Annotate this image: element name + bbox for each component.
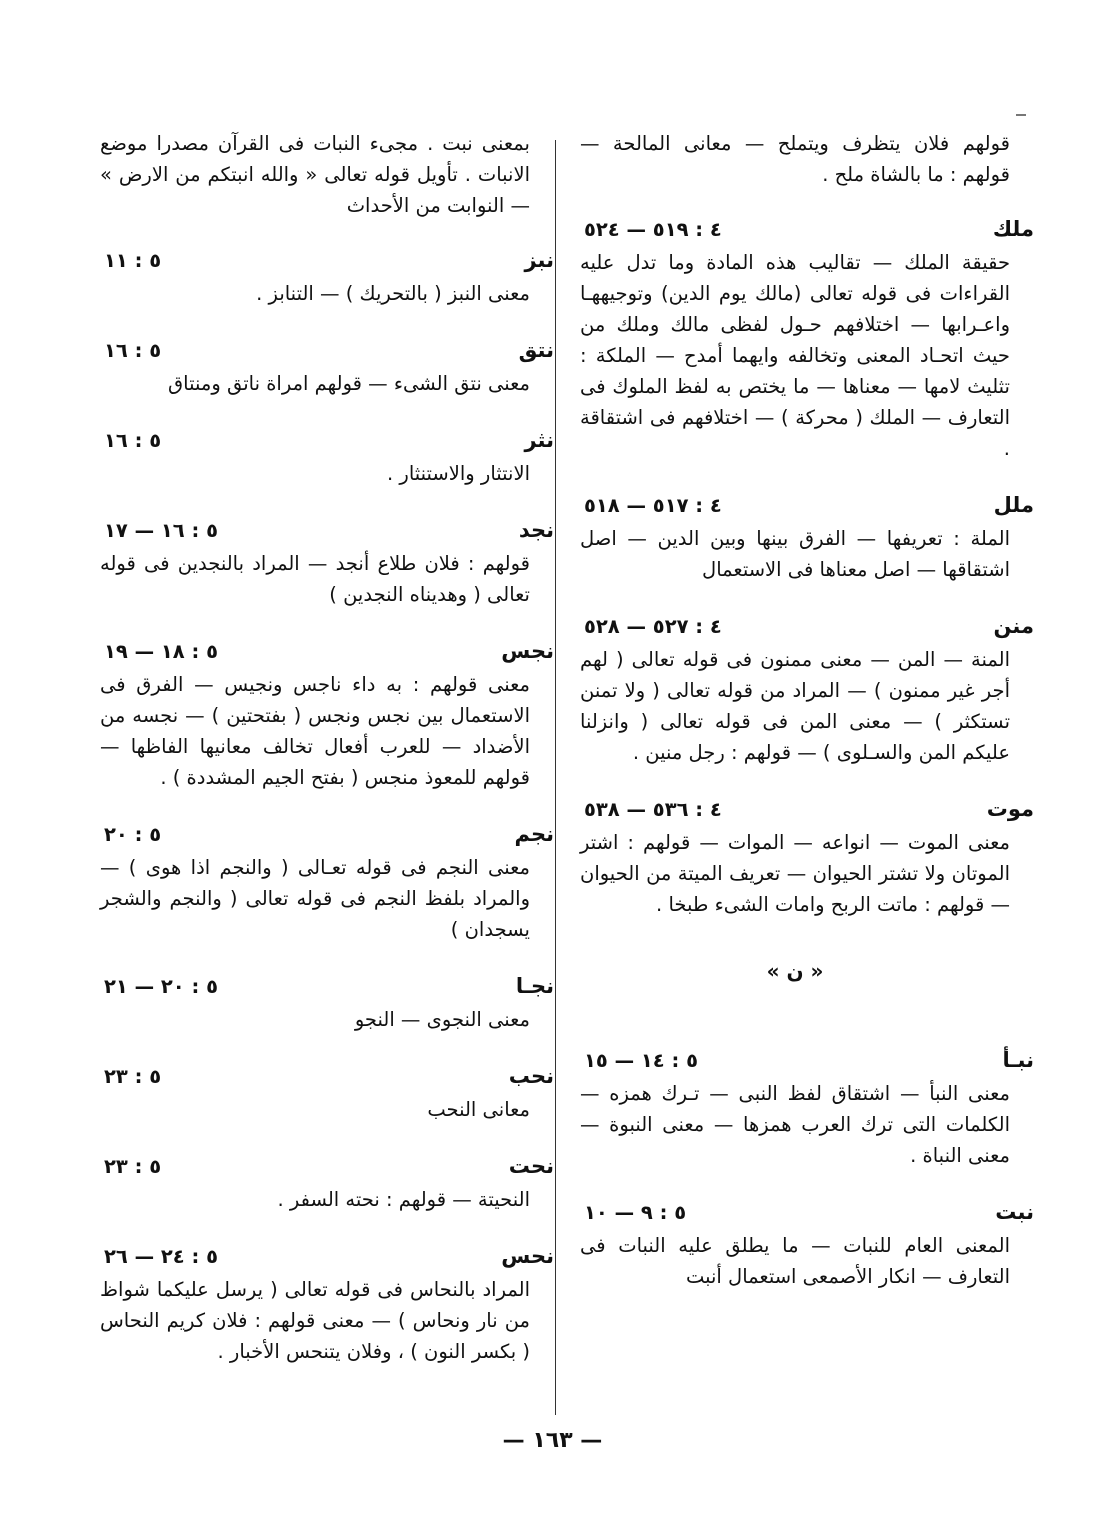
index-entry [100,971,554,1035]
entry-description: قولهم : فلان طلاع أنجد — المراد بالنجدين فى قوله تعالى ( وهديناه النجدين ) [100,552,530,606]
entry-root-word: نجد [518,518,554,542]
entry-description: المراد بالنحاس فى قوله تعالى ( يرسل عليكما شواظ من نار ونحاس ) — معنى قولهم : فلان كريم النحاس ( بكسر النون ) ، وفلان يتنحس الأخبار . [100,1278,530,1363]
entry-root-word: نبز [524,248,554,272]
index-entry [580,1045,1034,1171]
index-entry [100,636,554,793]
index-entry [100,515,554,610]
entry-root-word: نتق [518,338,554,362]
entry-page-reference: ٥ : ١٦ [104,339,162,362]
entry-description: معنى الموت — انواعه — الموات — قولهم : اشتر الموتان ولا تشتر الحيوان — تعريف الميتة من الحيوان — قولهم : ماتت الربح وامات الشىء طبخا . [580,831,1010,916]
entry-root-word: نجس [501,639,554,663]
entry-page-reference: ٥ : ١٦ — ١٧ [104,519,218,542]
index-entry [100,819,554,945]
entry-list [100,245,554,1367]
entry-header [580,490,1034,521]
entry-root-word: نجـا [515,974,554,998]
entry-header [580,214,1034,245]
entry-root-word: منن [993,614,1034,638]
index-entry [580,490,1034,585]
entry-page-reference: ٤ : ٥٣٦ — ٥٣٨ [584,798,722,821]
entry-description: النحيتة — قولهم : نحته السفر . [277,1188,530,1211]
entry-description: الملة : تعريفها — الفرق بينها وبين الدين — اصل اشتقاقها — اصل معناها فى الاستعمال [580,527,1010,581]
entry-root-word: نبت [995,1200,1034,1224]
index-entry [580,611,1034,768]
continuation-text: قولهم فلان يتظرف ويتملح — معانى المالحة — قولهم : ما بالشاة ملح . [580,132,1010,186]
entry-page-reference: ٥ : ١٦ [104,429,162,452]
index-entry [580,1197,1034,1292]
column-divider [555,140,556,1415]
entry-header [100,1061,554,1092]
entry-root-word: نحت [508,1154,554,1178]
scan-mark [1016,114,1026,116]
index-entry [100,245,554,309]
index-entry [100,1061,554,1125]
entry-page-reference: ٥ : ١١ [104,249,162,272]
entry-page-reference: ٤ : ٥٢٧ — ٥٢٨ [584,615,722,638]
entry-description: معنى النبأ — اشتقاق لفظ النبى — تـرك همزه — الكلمات التى ترك العرب همزها — معنى النبوة — معنى النباة . [580,1082,1010,1167]
entry-page-reference: ٥ : ١٨ — ١٩ [104,640,218,663]
entry-root-word: نبـأ [1002,1048,1034,1072]
entry-description: معنى النبز ( بالتحريك ) — التنابز . [256,282,530,305]
entry-page-reference: ٥ : ٢٣ [104,1155,162,1178]
entry-header [580,1197,1034,1228]
entry-page-reference: ٥ : ٩ — ١٠ [584,1201,687,1224]
index-entry [100,1241,554,1367]
entry-page-reference: ٥ : ٢٣ [104,1065,162,1088]
entry-header [100,819,554,850]
entry-header [580,611,1034,642]
index-entry [100,335,554,399]
entry-header [100,1151,554,1182]
index-entry [100,1151,554,1215]
entry-description: حقيقة الملك — تقاليب هذه المادة وما تدل عليه القراءات فى قوله تعالى (مالك يوم الدين) وتوجيههـا واعـرابها — اختلافهم حـول لفظى مالك وملك من حيث اتحـاد المعنى وتخالفه وايهما أمدح — الملكة : تثليث لامها — معناها — ما يختص به لفظ الملوك فى التعارف — الملك ( محركة ) — اختلافهم فى اشتقاقة . [580,251,1010,460]
entry-header [580,794,1034,825]
entry-root-word: نحب [508,1064,554,1088]
index-entry [100,425,554,489]
entry-header [580,1045,1034,1076]
entry-description: معانى النحب [427,1098,530,1121]
entry-header [100,636,554,667]
entry-list [580,1045,1034,1292]
entry-description: المنة — المن — معنى ممنون فى قوله تعالى ( لهم أجر غير ممنون ) — المراد من قوله تعالى ( ولا تمنن تستكثر ) — معنى المن فى قوله تعالى ( وانزلنا عليكم المن والسـلوى ) — قولهم : رجل منين . [580,648,1010,764]
entry-page-reference: ٥ : ٢٠ — ٢١ [104,975,218,998]
entry-description: معنى النجم فى قوله تعـالى ( والنجم اذا هوى ) — والمراد بلفظ النجم فى قوله تعالى ( والنجم والشجر يسجدان ) [100,856,530,941]
page-number: — ١٦٣ — [502,1428,603,1453]
left-column [100,128,554,1393]
entry-page-reference: ٤ : ٥١٩ — ٥٢٤ [584,218,722,241]
entry-page-reference: ٤ : ٥١٧ — ٥١٨ [584,494,722,517]
entry-page-reference: ٥ : ٢٠ [104,823,162,846]
entry-header [100,425,554,456]
entry-root-word: ملل [993,493,1034,517]
entry-description: الانتثار والاستنثار . [387,462,530,485]
right-column [580,128,1034,1318]
entry-header [100,515,554,546]
continuation-text: بمعنى نبت . مجىء النبات فى القرآن مصدرا موضع الانبات . تأويل قوله تعالى « والله انبتكم من الارض » — النوابت من الأحداث [100,132,530,217]
index-entry [580,794,1034,920]
entry-root-word: نحس [501,1244,554,1268]
entry-page-reference: ٥ : ١٤ — ١٥ [584,1049,698,1072]
entry-header [100,971,554,1002]
index-entry [580,214,1034,464]
entry-header [100,335,554,366]
entry-root-word: نجم [514,822,554,846]
entry-header [100,1241,554,1272]
entry-root-word: ملك [992,217,1034,241]
entry-description: معنى النجوى — النجو [354,1008,530,1031]
entry-list [580,214,1034,920]
entry-description: المعنى العام للنبات — ما يطلق عليه النبات فى التعارف — انكار الأصمعى استعمال أنبت [580,1234,1010,1288]
section-letter-heading: « ن » [766,959,824,983]
entry-root-word: نثر [524,428,554,452]
entry-header [100,245,554,276]
entry-description: معنى نتق الشىء — قولهم امراة ناتق ومنتاق [168,372,530,395]
entry-page-reference: ٥ : ٢٤ — ٢٦ [104,1245,218,1268]
entry-root-word: موت [986,797,1034,821]
entry-description: معنى قولهم : به داء ناجس ونجيس — الفرق فى الاستعمال بين نجس ونجس ( بفتحتين ) — نجسه من الأضداد — للعرب أفعال تخالف معانيها الفاظها — قولهم للمعوذ منجس ( بفتح الجيم المشددة ) . [100,673,530,789]
